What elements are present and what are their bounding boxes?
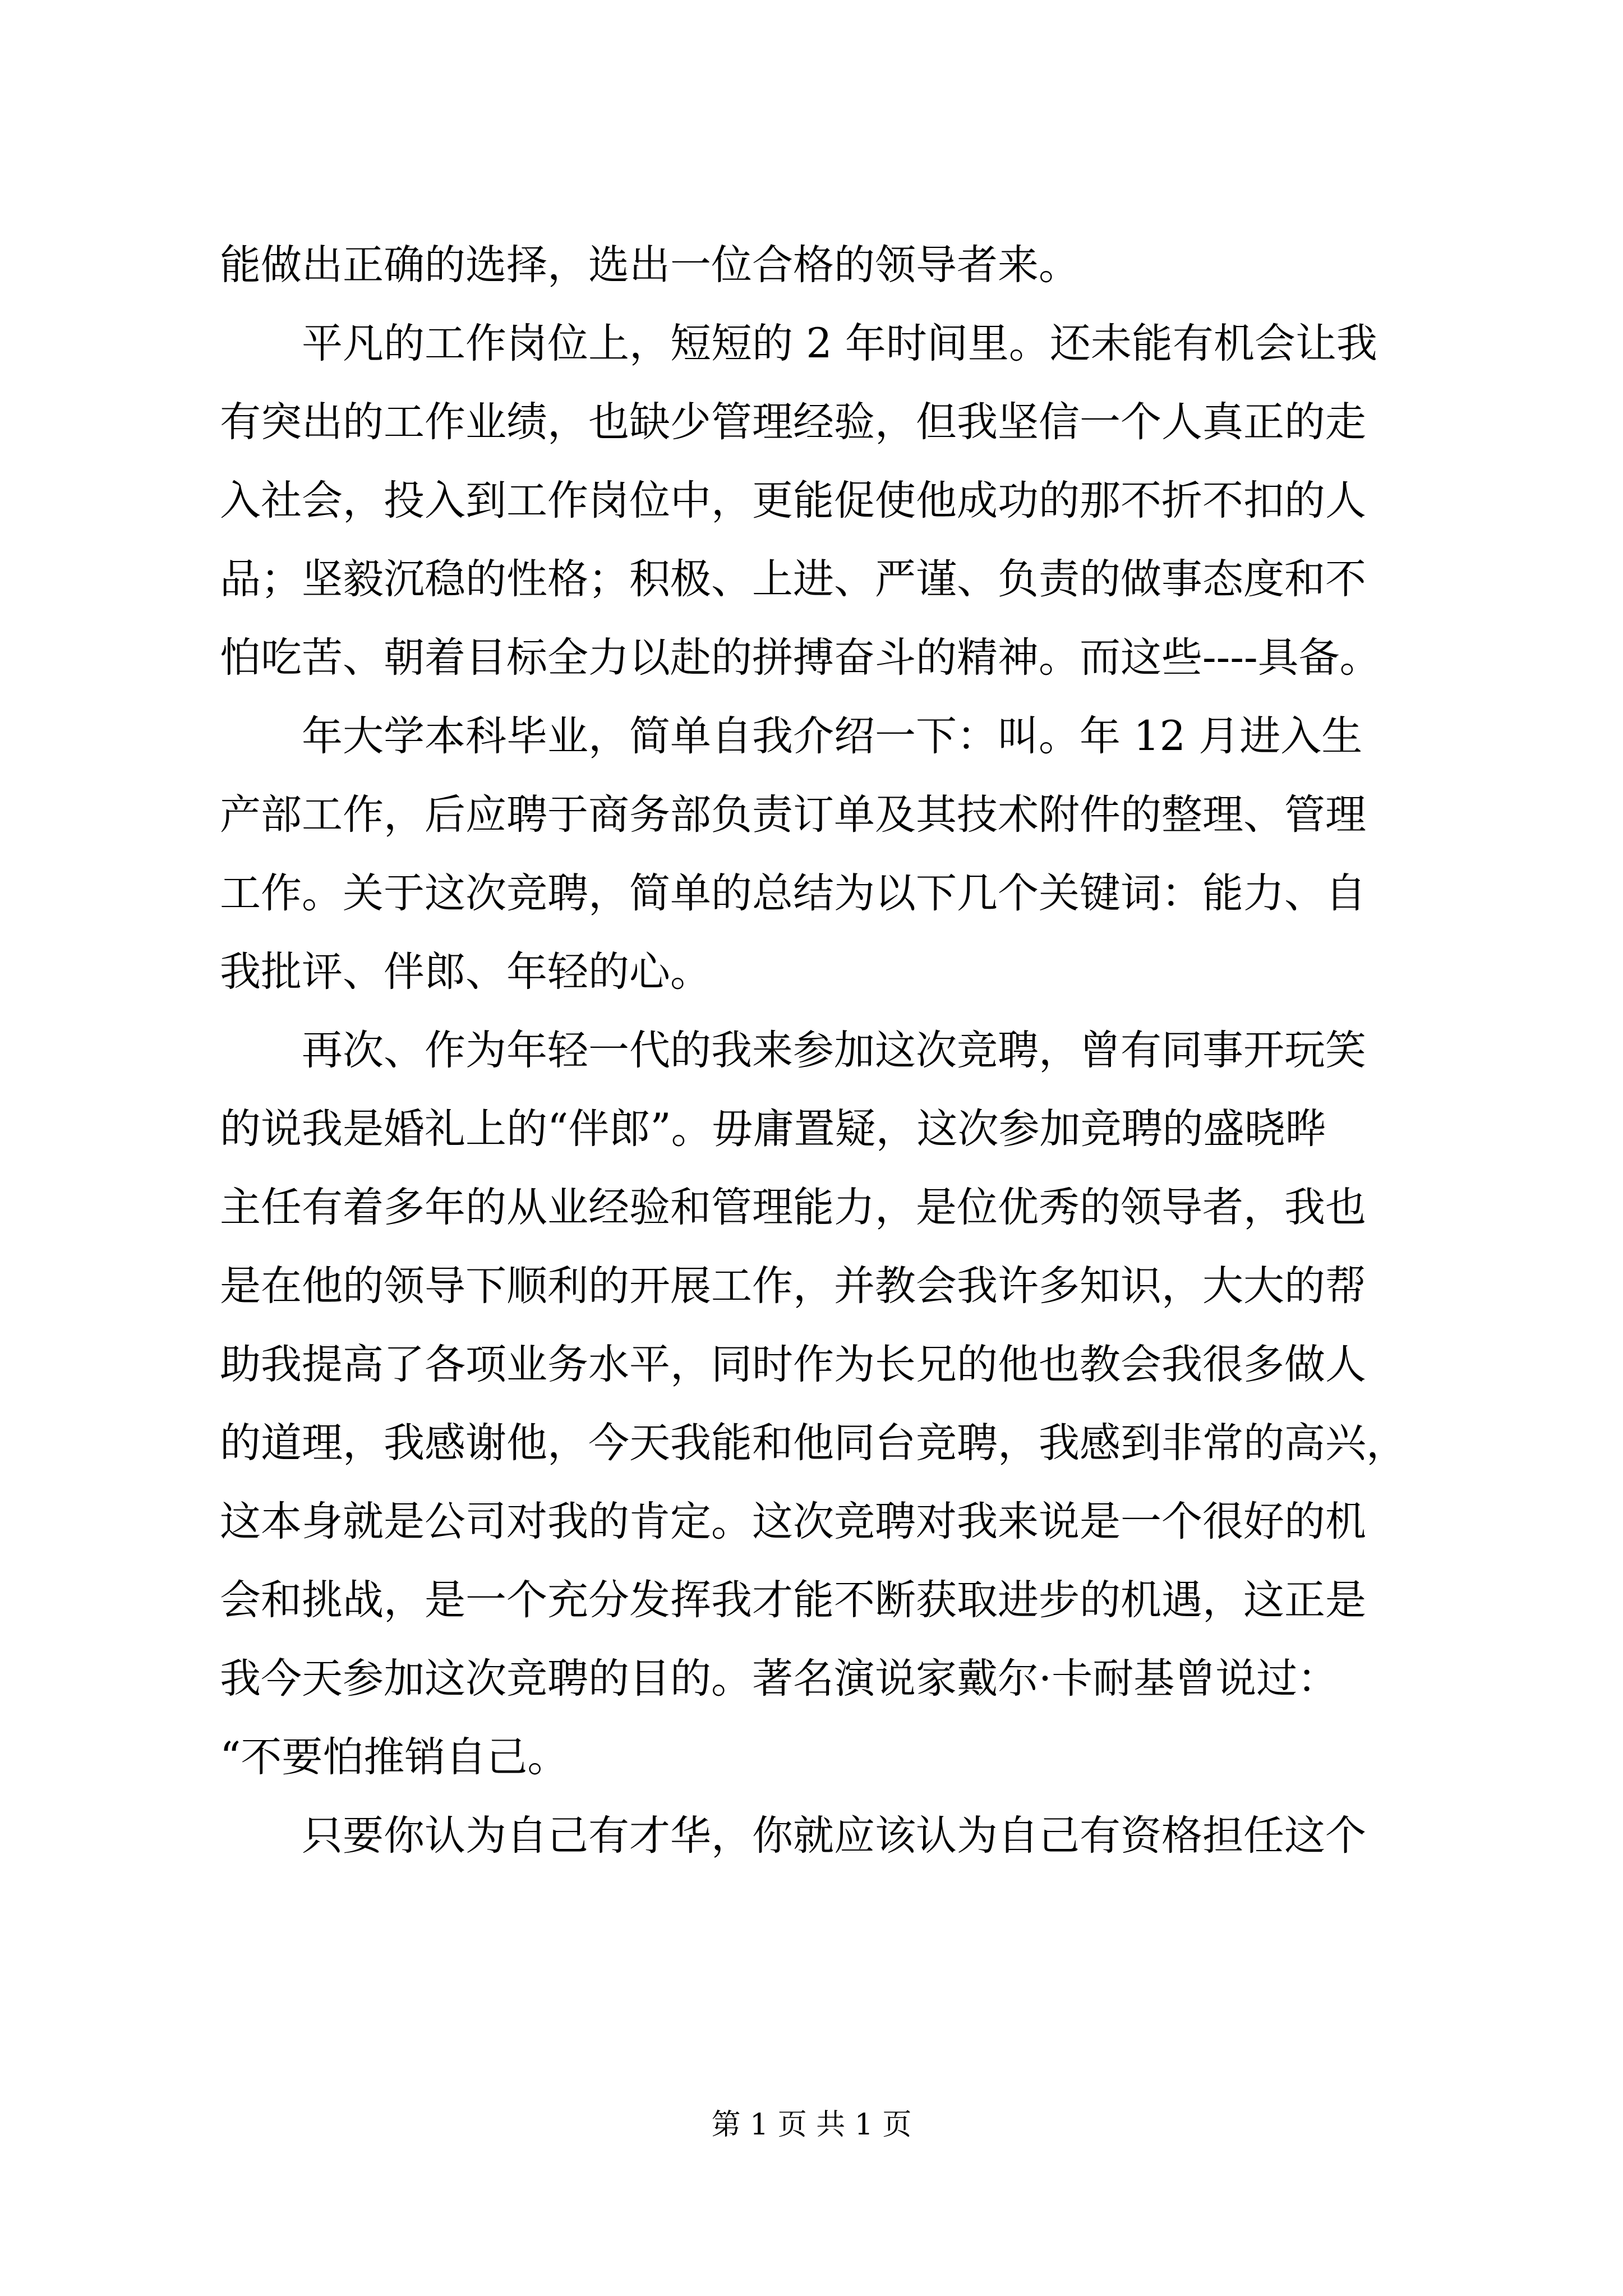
text-line: “不要怕推销自己。 [220,1733,569,1781]
paragraph-first-line: 年大学本科毕业，简单自我介绍一下：叫。年 12 月进入生 [302,712,1363,760]
text-line: 会和挑战，是一个充分发挥我才能不断获取进步的机遇，这正是 [220,1576,1366,1624]
text-line: 怕吃苦、朝着目标全力以赴的拼搏奋斗的精神。而这些----具备。 [220,634,1381,682]
text-line: 入社会，投入到工作岗位中，更能促使他成功的那不折不扣的人 [220,477,1366,524]
paragraph-first-line: 只要你认为自己有才华，你就应该认为自己有资格担任这个 [302,1812,1366,1860]
paragraph-first-line: 再次、作为年轻一代的我来参加这次竞聘，曾有同事开玩笑 [302,1027,1366,1074]
text-line: 品；坚毅沉稳的性格；积极、上进、严谨、负责的做事态度和不 [220,555,1366,603]
text-line: 是在他的领导下顺利的开展工作，并教会我许多知识，大大的帮 [220,1262,1366,1310]
text-line: 产部工作，后应聘于商务部负责订单及其技术附件的整理、管理 [220,791,1366,839]
text-line: 助我提高了各项业务水平，同时作为长兄的他也教会我很多做人 [220,1341,1366,1388]
text-line: 的道理，我感谢他，今天我能和他同台竞聘，我感到非常的高兴， [220,1419,1407,1467]
paragraph-first-line: 平凡的工作岗位上，短短的 2 年时间里。还未能有机会让我 [302,320,1377,367]
text-line: 有突出的工作业绩，也缺少管理经验，但我坚信一个人真正的走 [220,398,1366,446]
text-line: 这本身就是公司对我的肯定。这次竞聘对我来说是一个很好的机 [220,1498,1366,1545]
text-line: 我批评、伴郎、年轻的心。 [220,948,711,996]
text-line: 工作。关于这次竞聘，简单的总结为以下几个关键词：能力、自 [220,869,1366,917]
text-line: 我今天参加这次竞聘的目的。著名演说家戴尔·卡耐基曾说过： [220,1655,1339,1703]
text-line: 能做出正确的选择，选出一位合格的领导者来。 [220,241,1080,289]
text-line: 的说我是婚礼上的“伴郎”。毋庸置疑，这次参加竞聘的盛晓晔 [220,1105,1326,1153]
page-number-footer: 第 1 页 共 1 页 [711,2108,912,2142]
text-line: 主任有着多年的从业经验和管理能力，是位优秀的领导者，我也 [220,1184,1366,1231]
document-body [220,226,1414,1875]
